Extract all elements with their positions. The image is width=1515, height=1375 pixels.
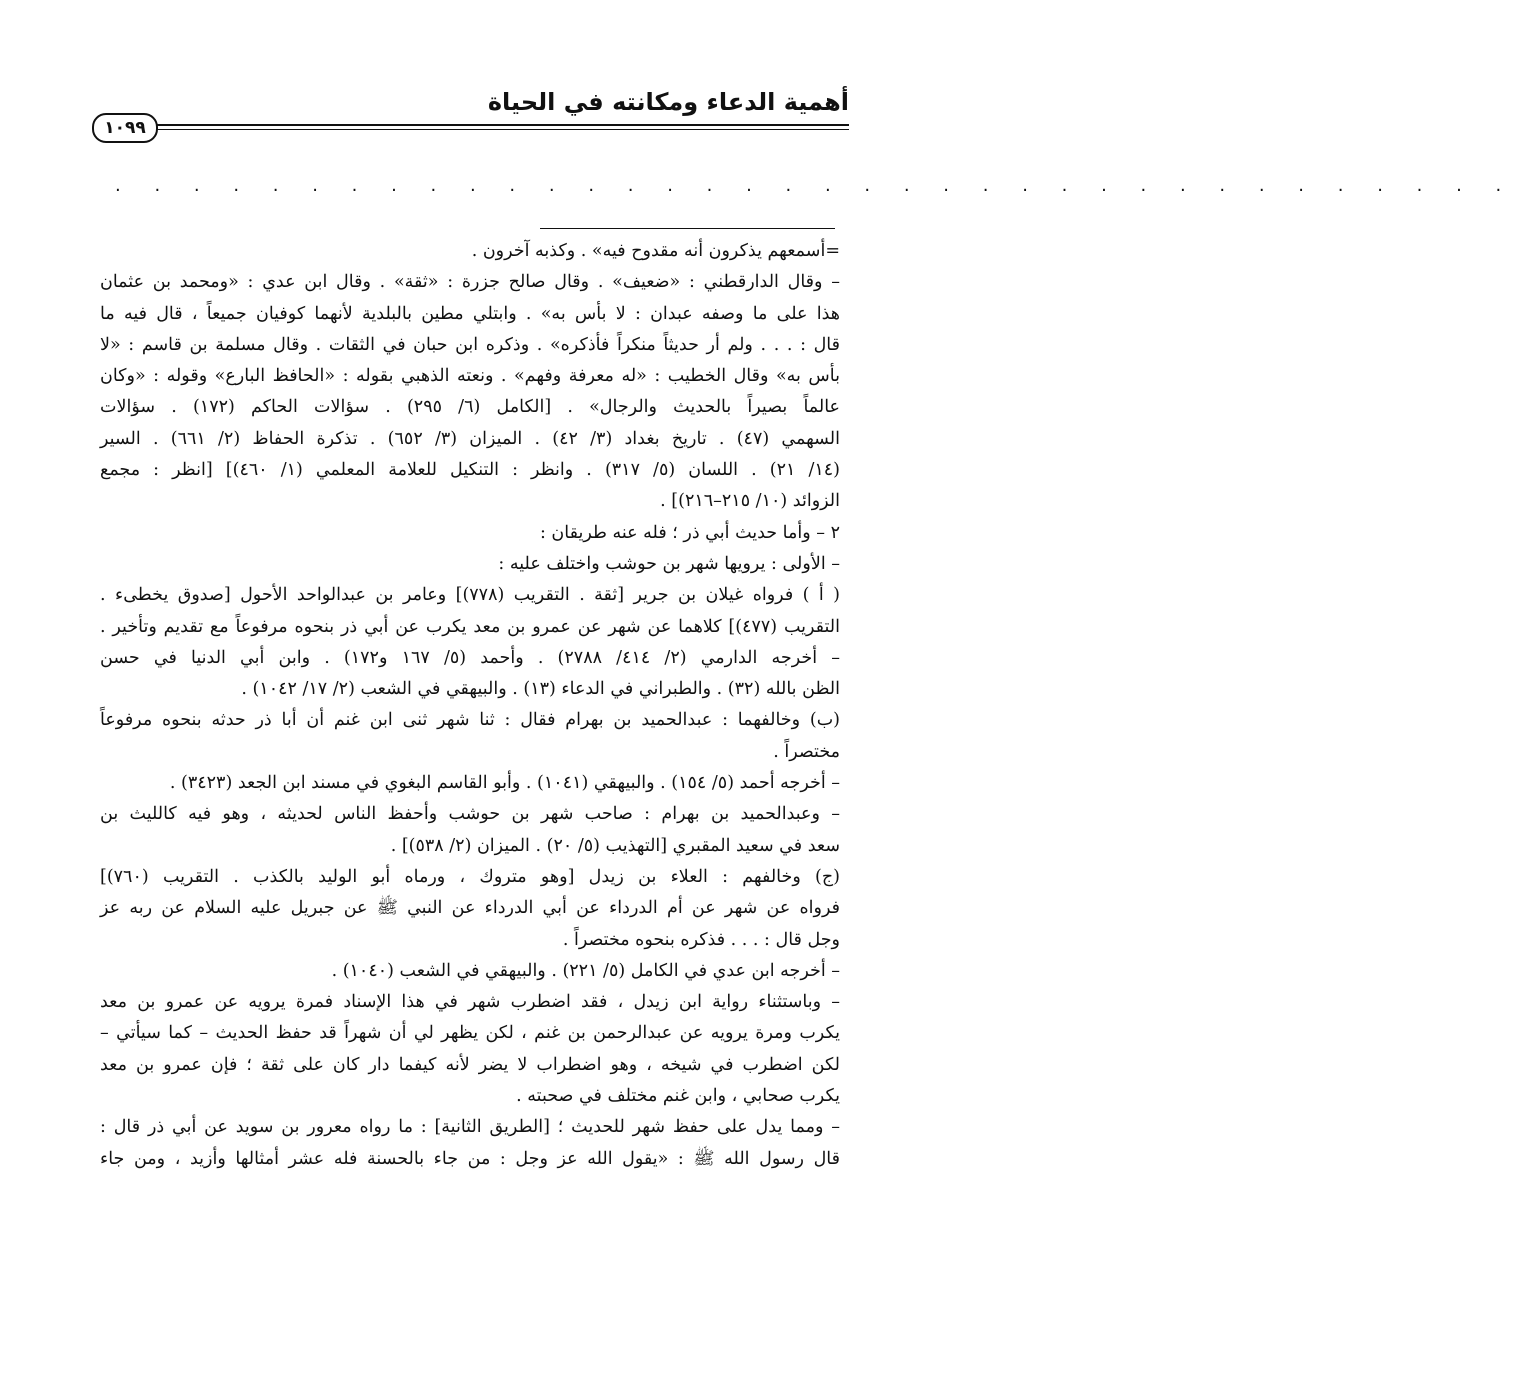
text-line: بأس به» وقال الخطيب : «له معرفة وفهم» . ونعته الذهبي بقوله : «الحافظ البارع» وقوله : «وكان [100,366,840,387]
footnote-text [100,236,840,1175]
text-line: وجل قال : . . . فذكره بنحوه مختصراً . [562,929,840,950]
text-line: قال : . . . ولم أر حديثاً منكراً فأذكره» . وذكره ابن حبان في الثقات . وقال مسلمة بن قاسم : «لا [100,334,840,355]
text-line: – وعبدالحميد بن بهرام : صاحب شهر بن حوشب وأحفظ الناس لحديثه ، وهو فيه كالليث بن [100,804,840,825]
text-line: هذا على ما وصفه عبدان : لا بأس به» . وابتلي مطين بالبلدية لأنهما كوفيان جميعاً ، قال فيه ما [100,303,840,324]
text-line: – ومما يدل على حفظ شهر للحديث ؛ [الطريق الثانية] : ما رواه معرور بن سويد عن أبي ذر قال : [100,1117,840,1138]
text-line: سعد في سعيد المقبري [التهذيب (٥/ ٢٠) . الميزان (٢/ ٥٣٨)] . [390,835,840,856]
footnote-rule [540,228,835,229]
text-line: – أخرجه الدارمي (٢/ ٤١٤/ ٢٧٨٨) . وأحمد (٥/ ١٦٧ و١٧٢) . وابن أبي الدنيا في حسن [100,647,840,668]
text-line: السهمي (٤٧) . تاريخ بغداد (٣/ ٤٢) . الميزان (٣/ ٦٥٢) . تذكرة الحفاظ (٢/ ٦٦١) . السير [100,428,840,449]
text-line: قال رسول الله ﷺ : «يقول الله عز وجل : من جاء بالحسنة فله عشر أمثالها وأزيد ، ومن جاء [100,1148,840,1169]
header-rule [150,124,849,130]
text-line: – وباستثناء رواية ابن زيدل ، فقد اضطرب شهر في هذا الإسناد فمرة يرويه عن عمرو بن معد [100,992,840,1013]
text-line: =أسمعهم يذكرون أنه مقدوح فيه» . وكذبه آخرون . [471,241,840,261]
text-line: فرواه عن شهر عن أم الدرداء عن أبي الدرداء عن النبي ﷺ عن جبريل عليه السلام عن ربه عز [100,898,840,919]
text-line: (ج) وخالفهم : العلاء بن زيدل [وهو متروك ، ورماه أبو الوليد بالكذب . التقريب (٧٦٠)] [100,866,840,887]
text-line: – أخرجه ابن عدي في الكامل (٥/ ٢٢١) . والبيهقي في الشعب (١٠٤٠) . [331,960,840,981]
text-line: الظن بالله (٣٢) . والطبراني في الدعاء (١٣) . والبيهقي في الشعب (٢/ ١٧/ ١٠٤٢) . [241,679,840,700]
text-line: (ب) وخالفهما : عبدالحميد بن بهرام فقال : ثنا شهر ثنى ابن غنم أن أبا ذر حدثه بنحوه مرفوعاً [100,710,840,731]
text-line: الزوائد (١٠/ ٢١٥–٢١٦)] . [660,491,840,512]
text-line: مختصراً . [773,741,840,762]
text-line: – وقال الدارقطني : «ضعيف» . وقال صالح جزرة : «ثقة» . وقال ابن عدي : «ومحمد بن عثمان [100,272,840,293]
text-line: ( أ ) فرواه غيلان بن جرير [ثقة . التقريب (٧٧٨)] وعامر بن عبدالواحد الأحول [صدوق يخطىء . [100,585,840,606]
text-line: عالماً بصيراً بالحديث والرجال» . [الكامل (٦/ ٢٩٥) . سؤالات الحاكم (١٧٢) . سؤالات [100,397,840,418]
text-line: (١٤/ ٢١) . اللسان (٥/ ٣١٧) . وانظر : التنكيل للعلامة المعلمي (١/ ٤٦٠)] [انظر : مجمع [100,460,840,481]
page-number: ١٠٩٩ [92,113,158,143]
text-line: يكرب صحابي ، وابن غنم مختلف في صحبته . [516,1086,840,1107]
separator-dots: . . . . . . . . . . . . . . . . . . . . . . . . . . . . . . . . . . . . [115,175,1515,196]
text-line: التقريب (٤٧٧)] كلاهما عن شهر عن عمرو بن معد يكرب عن أبي ذر بنحوه مرفوعاً مع تقديم وتأخير . [100,616,841,637]
text-line: – الأولى : يرويها شهر بن حوشب واختلف عليه : [498,553,840,574]
text-line: – أخرجه أحمد (٥/ ١٥٤) . والبيهقي (١٠٤١) . وأبو القاسم البغوي في مسند ابن الجعد (٣٤٢٣) . [169,773,840,794]
running-header-title: أهمية الدعاء ومكانته في الحياة [487,88,849,116]
text-line: يكرب ومرة يرويه عن عبدالرحمن بن غنم ، لكن يظهر لي أن شهراً قد حفظ الحديث – كما سيأتي – [100,1023,840,1044]
text-line: ٢ – وأما حديث أبي ذر ؛ فله عنه طريقان : [539,522,840,543]
text-line: لكن اضطرب في شيخه ، وهو اضطراب لا يضر لأنه كيفما دار كان على ثقة ؛ فإن عمرو بن معد [100,1054,840,1075]
